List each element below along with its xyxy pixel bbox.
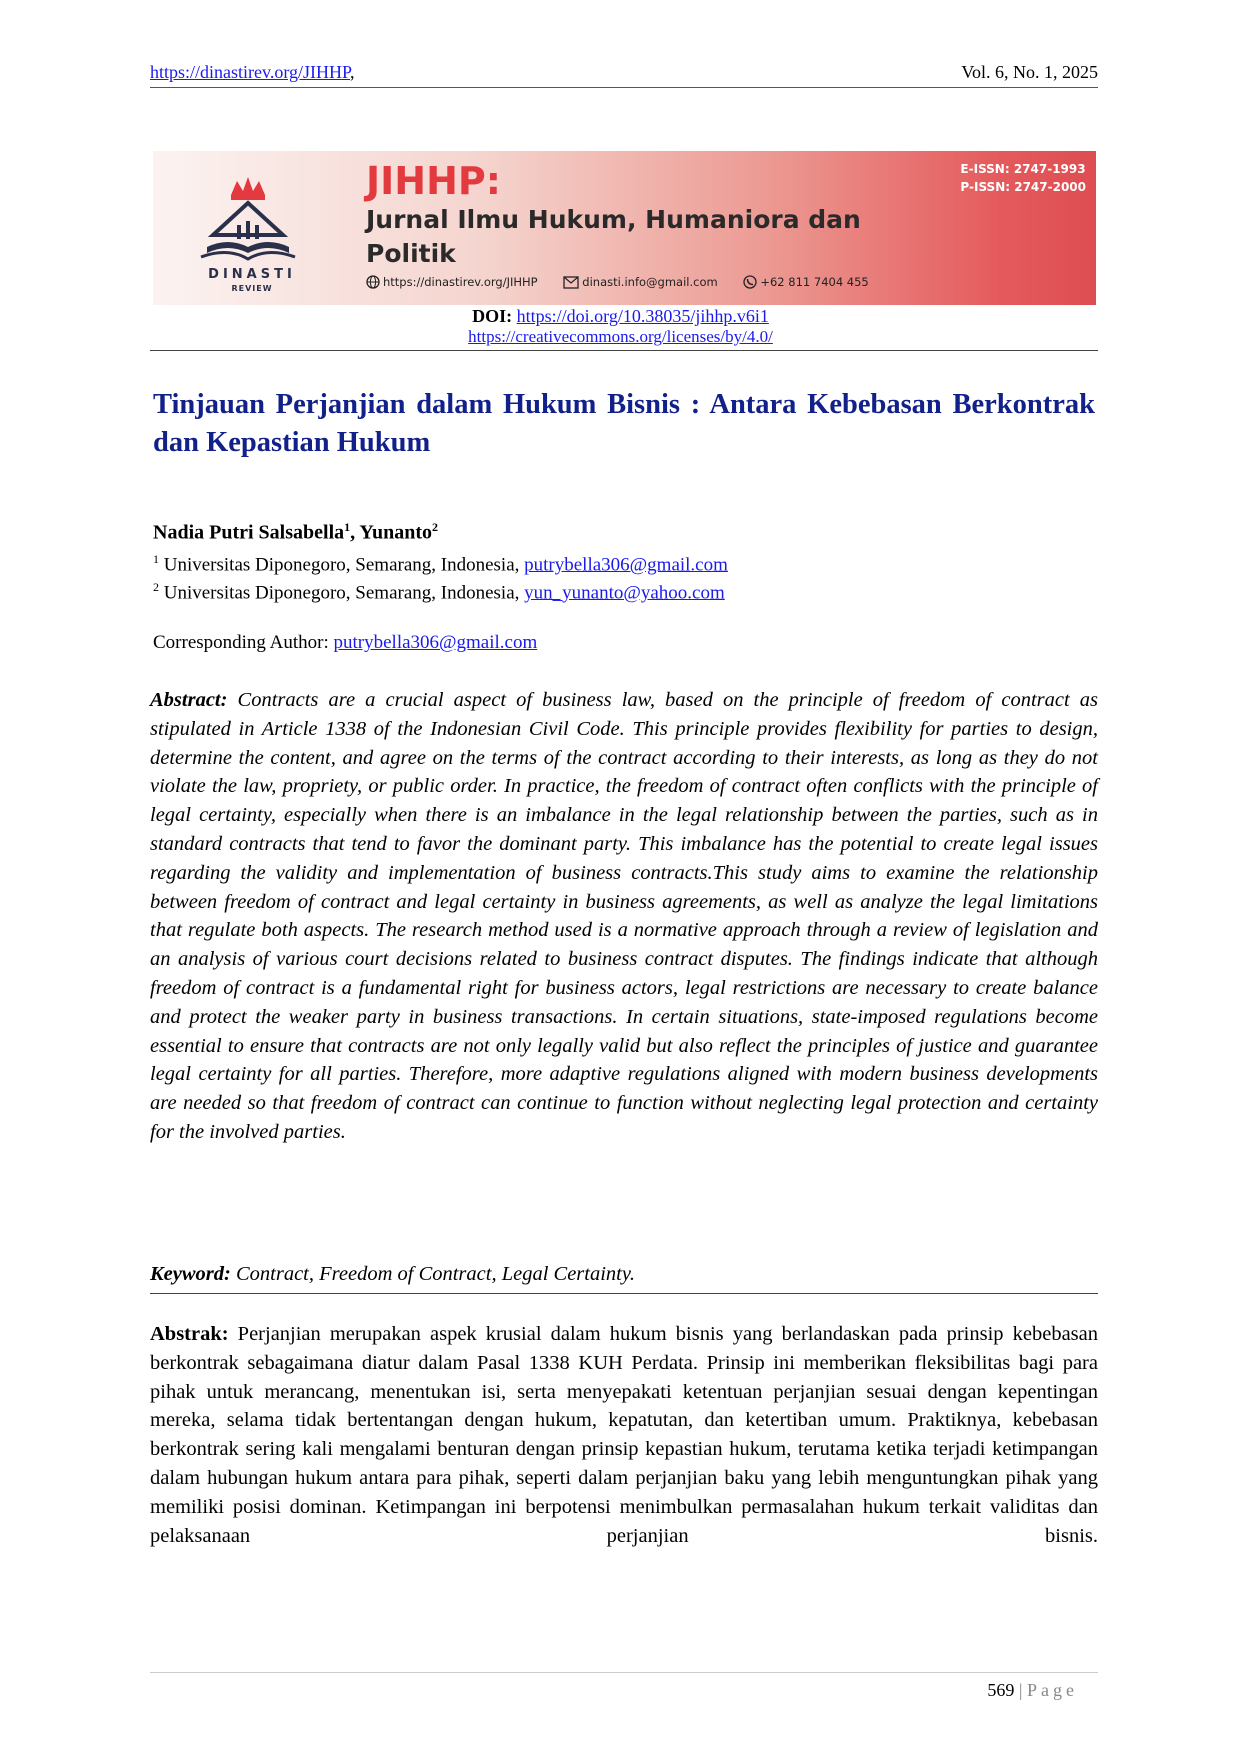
abstract-indonesian xyxy=(150,1320,1098,1550)
e-issn: E-ISSN: 2747-1993 xyxy=(960,162,1086,176)
license-line xyxy=(0,327,1241,347)
mail-icon xyxy=(563,276,579,289)
abstract-label: Abstract: xyxy=(150,689,228,711)
journal-acronym: JIHHP: xyxy=(366,159,501,203)
banner-email: dinasti.info@gmail.com xyxy=(563,275,717,289)
keyword-text: Contract, Freedom of Contract, Legal Certainty. xyxy=(230,1263,635,1285)
running-header xyxy=(150,60,1098,88)
page-label: Page xyxy=(1027,1680,1078,1700)
keyword-label: Keyword: xyxy=(150,1263,231,1285)
author2-email-link[interactable]: yun_yunanto@yahoo.com xyxy=(524,582,725,604)
doi-line: DOI: https://doi.org/10.38035/jihhp.v6i1 xyxy=(472,306,769,326)
corresponding-email-link[interactable]: putrybella306@gmail.com xyxy=(333,632,538,653)
banner-contacts xyxy=(366,275,891,289)
doi-link[interactable]: https://doi.org/10.38035/jihhp.v6i1 xyxy=(516,306,769,326)
author-line: Nadia Putri Salsabella$^1$, Yunanto$^2$ xyxy=(153,520,439,544)
journal-banner xyxy=(153,151,1096,305)
volume-info: Vol. 6, No. 1, 2025 xyxy=(961,62,1098,82)
issn-block xyxy=(960,160,1086,196)
corresponding-author: Corresponding Author: putrybella306@gmail.com xyxy=(153,632,538,653)
footer-divider xyxy=(150,1672,1098,1673)
abstrak-text: Perjanjian merupakan aspek krusial dalam hukum bisnis yang berlandaskan pada prinsip kebebasan berkontrak sebagaimana diatur dalam Pasal 1338 KUH Perdata. Prinsip ini memberikan fleksibilitas bagi para pihak untuk merancang, menentukan isi, serta menyepakati ketentuan perjanjian sesuai dengan kepentingan mereka, selama tidak bertentangan dengan hukum, kepatutan, dan ketertiban umum. Praktiknya, kebebasan berkontrak sering kali mengalami benturan dengan prinsip kepastian hukum, terutama ketika terjadi ketimpangan dalam hubungan hukum antara para pihak, seperti dalam perjanjian baku yang lebih menguntungkan pihak yang memiliki posisi dominan. Ketimpangan ini berpotensi menimbulkan permasalahan hukum terkait validitas dan pelaksanaan perjanjian bisnis. xyxy=(150,1323,1098,1547)
journal-name-line2: Politik xyxy=(366,239,456,268)
paper-title: Tinjauan Perjanjian dalam Hukum Bisnis : Antara Kebebasan Berkontrak dan Kepastian Hukum xyxy=(153,389,1095,458)
keyword-divider xyxy=(150,1293,1098,1294)
banner-website: https://dinastirev.org/JIHHP xyxy=(366,275,538,289)
keywords xyxy=(150,1263,1098,1286)
affiliation-1: $^1$ Universitas Diponegoro, Semarang, Indonesia, putrybella306@gmail.com xyxy=(153,552,728,576)
abstract-english xyxy=(150,686,1098,1147)
banner-phone: +62 811 7404 455 xyxy=(743,275,868,289)
page-footer: 569 | Page xyxy=(987,1680,1078,1700)
abstrak-label: Abstrak: xyxy=(150,1323,229,1345)
author1-email-link[interactable]: putrybella306@gmail.com xyxy=(524,554,728,576)
phone-icon xyxy=(743,275,757,289)
page-number: 569 xyxy=(987,1680,1015,1700)
journal-name-line1: Jurnal Ilmu Hukum, Humaniora dan xyxy=(366,205,861,234)
affiliation-2: $^2$ Universitas Diponegoro, Semarang, Indonesia, yun_yunanto@yahoo.com xyxy=(153,580,725,604)
logo-subtext: REVIEW xyxy=(231,284,273,293)
abstract-text: Contracts are a crucial aspect of business law, based on the principle of freedom of contract as stipulated in Article 1338 of the Indonesian Civil Code. This principle provides flexibility for parties to design, determine the content, and agree on the terms of the contract according to their interests, as long as they do not violate the law, propriety, or public order. In practice, the freedom of contract often conflicts with the principle of legal certainty, especially when there is an imbalance in the legal relationship between the parties, such as in standard contracts that tend to favor the dominant party. This imbalance has the potential to create legal issues regarding the validity and implementation of business contracts.This study aims to examine the relationship between freedom of contract and legal certainty in business agreements, as well as analyze the legal limitations that regulate both aspects. The research method used is a normative approach through a review of legislation and an analysis of various court decisions related to business contract disputes. The findings indicate that although freedom of contract is a fundamental right for business actors, legal restrictions are necessary to create balance and protect the weaker party in business transactions. In certain situations, state-imposed regulations become essential to ensure that contracts are not only legally valid but also reflect the principles of justice and guarantee legal certainty for all parties. Therefore, more adaptive regulations aligned with modern business developments are needed so that freedom of contract can continue to function without neglecting legal protection and certainty for the involved parties. xyxy=(150,689,1098,1143)
logo-text: DINASTI xyxy=(208,267,296,282)
journal-link[interactable]: https://dinastirev.org/JIHHP xyxy=(150,62,351,82)
journal-url-header: https://dinastirev.org/JIHHP, xyxy=(150,62,355,82)
p-issn: P-ISSN: 2747-2000 xyxy=(960,180,1086,194)
globe-icon xyxy=(366,275,380,289)
header-divider xyxy=(150,350,1098,351)
license-link[interactable]: https://creativecommons.org/licenses/by/4.0/ xyxy=(468,327,773,346)
